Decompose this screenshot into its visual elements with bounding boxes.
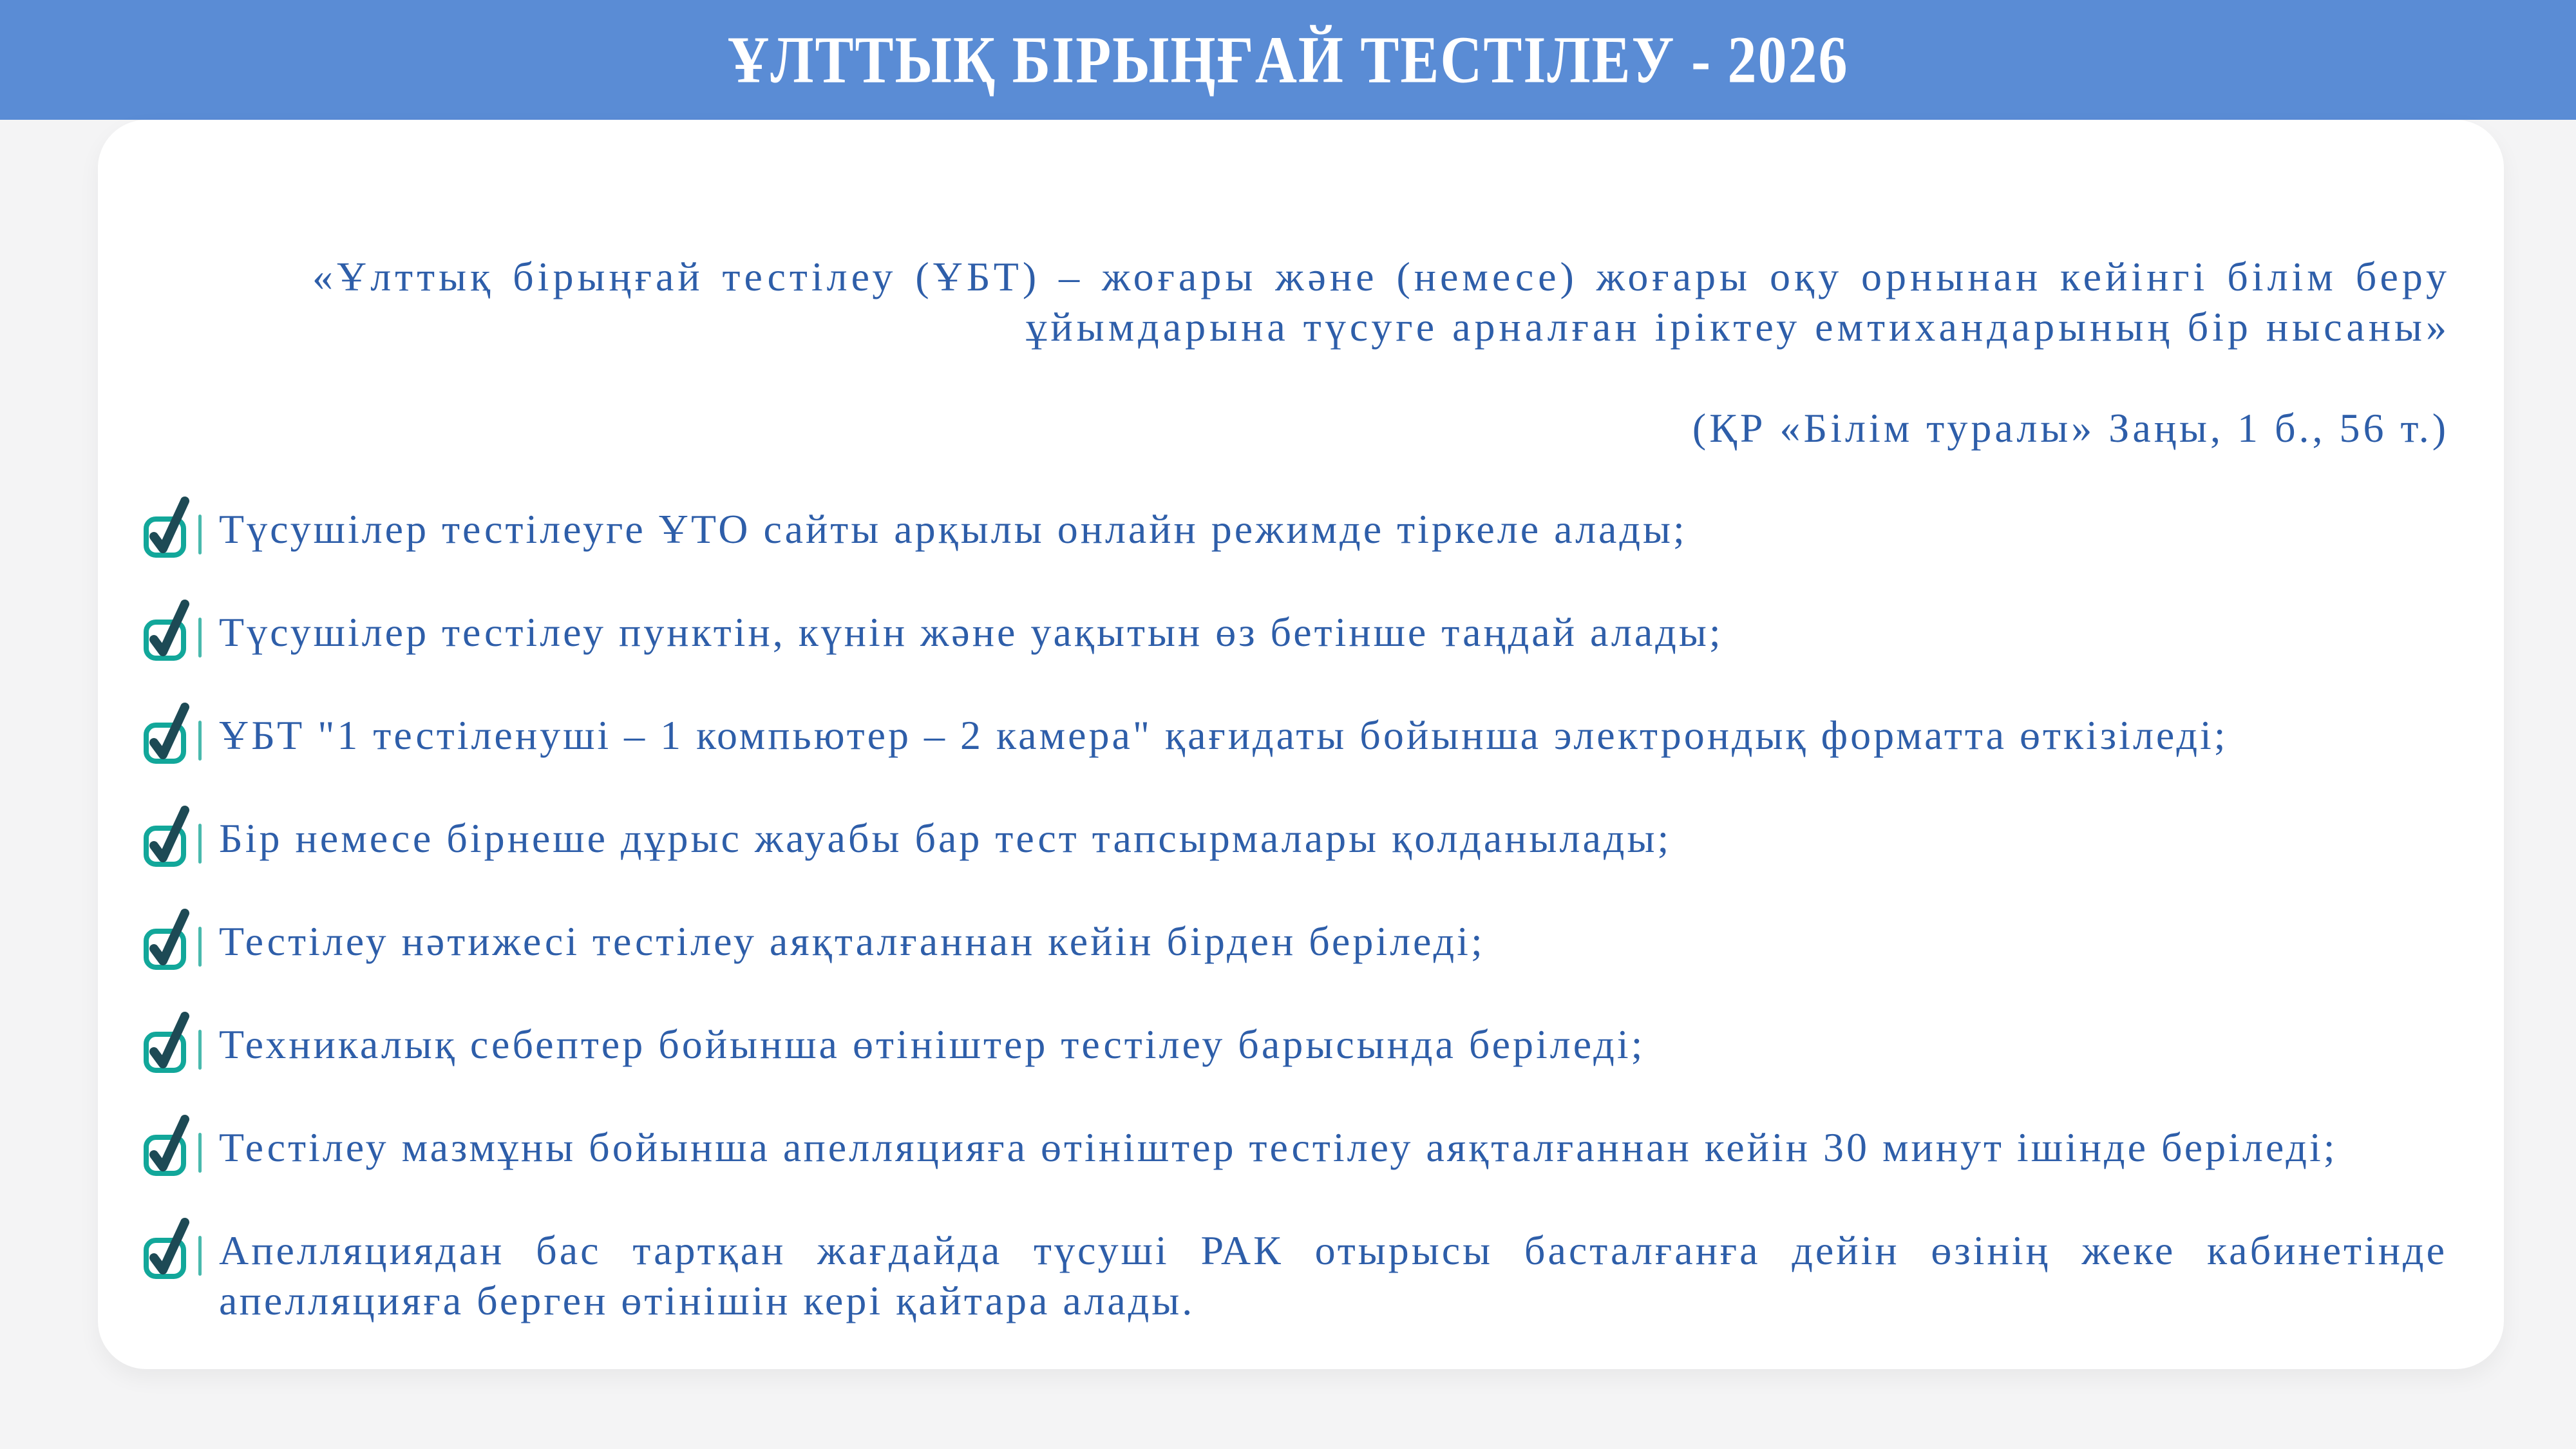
list-item-text: Түсушілер тестілеу пунктін, күнін және уақытын өз бетінше таңдай алады; xyxy=(219,609,1723,655)
list-item xyxy=(143,1019,2455,1074)
text-cursor-mark xyxy=(198,618,202,658)
checkbox-checked-icon xyxy=(143,616,187,661)
text-cursor-mark xyxy=(198,1030,202,1070)
list-item xyxy=(143,710,2455,764)
list-item xyxy=(143,504,2455,558)
text-cursor-mark xyxy=(198,1133,202,1173)
list-item xyxy=(143,916,2455,971)
list-item-text: Тестілеу мазмұны бойынша апелляцияға өтініштер тестілеу аяқталғаннан кейін 30 минут ішінде беріледі; xyxy=(219,1124,2338,1170)
content-card xyxy=(98,120,2504,1369)
checkbox-checked-icon xyxy=(143,925,187,971)
text-cursor-mark xyxy=(198,927,202,967)
list-item xyxy=(143,1226,2455,1326)
quote-text: «Ұлттық бірыңғай тестілеу (ҰБТ) – жоғары және (немесе) жоғары оқу орнынан кейінгі білім беру ұйымдарына түсуге арналған іріктеу емтихандарының бір нысаны» xyxy=(312,254,2450,350)
checkbox-checked-icon xyxy=(143,513,187,558)
text-cursor-mark xyxy=(198,824,202,864)
list-item-text: Апелляциядан бас тартқан жағдайда түсуші РАК отырысы басталғанға дейін өзінің жеке кабинетінде апелляцияға берген өтінішін кері қайтара алады. xyxy=(219,1227,2447,1323)
page-title: ҰЛТТЫҚ БІРЫҢҒАЙ ТЕСТІЛЕУ - 2026 xyxy=(727,23,1849,97)
text-cursor-mark xyxy=(198,721,202,761)
quote-citation: (ҚР «Білім туралы» Заңы, 1 б., 56 т.) xyxy=(1692,405,2449,451)
list-item-text: Түсушілер тестілеуге ҰТО сайты арқылы онлайн режимде тіркеле алады; xyxy=(219,506,1687,552)
checkbox-checked-icon xyxy=(143,1132,187,1177)
text-cursor-mark xyxy=(198,515,202,554)
list-item-text: Бір немесе бірнеше дұрыс жауабы бар тест тапсырмалары қолданылады; xyxy=(219,815,1672,861)
list-item-text: ҰБТ "1 тестіленуші – 1 компьютер – 2 камера" қағидаты бойынша электрондық форматта өткізіледі; xyxy=(219,712,2228,758)
text-cursor-mark xyxy=(198,1236,202,1276)
checkbox-checked-icon xyxy=(143,822,187,867)
list-item-text: Тестілеу нәтижесі тестілеу аяқталғаннан кейін бірден беріледі; xyxy=(219,918,1485,964)
checkbox-checked-icon xyxy=(143,1028,187,1074)
checkbox-checked-icon xyxy=(143,719,187,764)
list-item xyxy=(143,813,2455,867)
list-item-text: Техникалық себептер бойынша өтініштер тестілеу барысында беріледі; xyxy=(219,1021,1645,1067)
list-item xyxy=(143,1122,2455,1177)
checklist xyxy=(143,504,2455,1375)
header-bar xyxy=(0,0,2576,120)
checkbox-checked-icon xyxy=(143,1235,187,1280)
list-item xyxy=(143,607,2455,661)
